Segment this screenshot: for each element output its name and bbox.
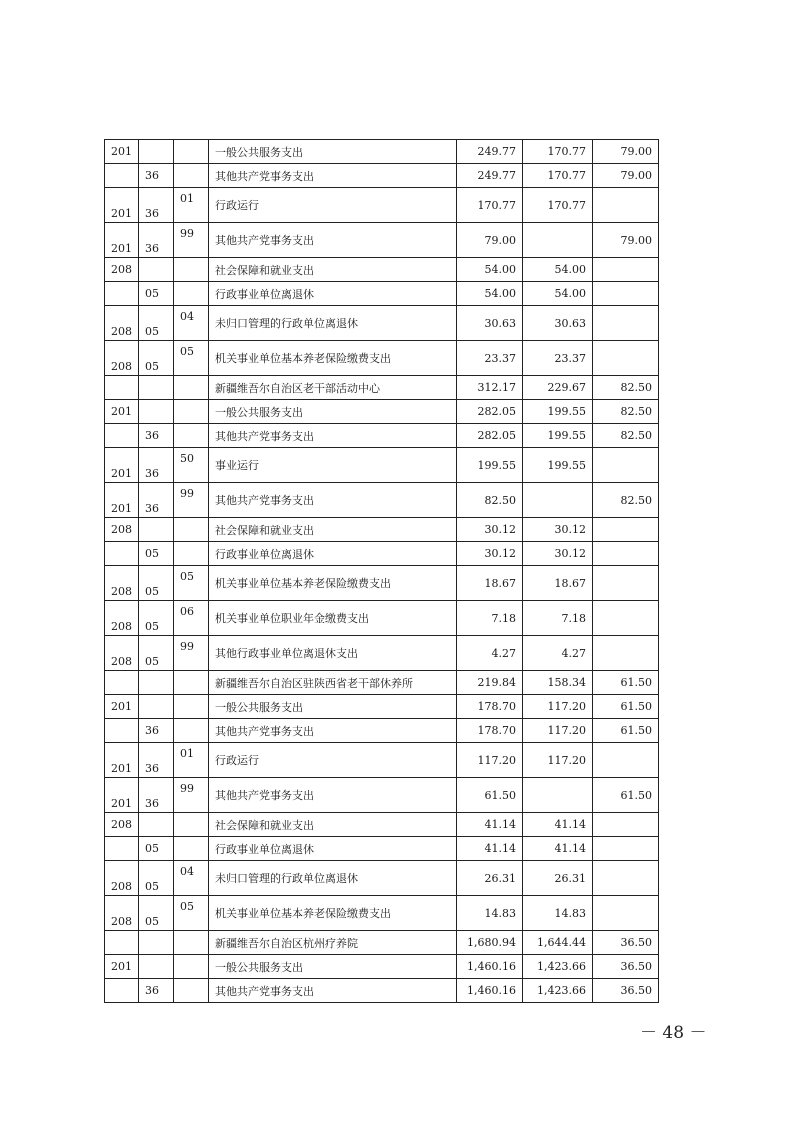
project-expenditure-cell: 82.50: [593, 424, 659, 448]
item-code-cell: 50: [174, 448, 209, 483]
section-code-cell: 05: [139, 566, 174, 601]
section-code-cell: 36: [139, 483, 174, 518]
project-expenditure-cell: [593, 813, 659, 837]
item-code-cell: [174, 955, 209, 979]
total-amount-cell: 41.14: [457, 837, 523, 861]
basic-expenditure-cell: 26.31: [523, 861, 593, 896]
basic-expenditure-cell: 30.63: [523, 306, 593, 341]
basic-expenditure-cell: 14.83: [523, 896, 593, 931]
subject-name-cell: 行政事业单位离退休: [209, 837, 457, 861]
section-code-cell: 36: [139, 719, 174, 743]
table-row: [105, 719, 659, 743]
basic-expenditure-cell: 170.77: [523, 188, 593, 223]
item-code-cell: [174, 400, 209, 424]
project-expenditure-cell: [593, 566, 659, 601]
basic-expenditure-cell: 199.55: [523, 448, 593, 483]
table-row: [105, 955, 659, 979]
table-row: [105, 341, 659, 376]
basic-expenditure-cell: [523, 223, 593, 258]
item-code-cell: [174, 542, 209, 566]
section-code-cell: [139, 671, 174, 695]
table-row: [105, 258, 659, 282]
subject-name-cell: 其他共产党事务支出: [209, 223, 457, 258]
item-code-cell: 99: [174, 223, 209, 258]
table-row: [105, 483, 659, 518]
subject-name-cell: 新疆维吾尔自治区驻陕西省老干部休养所: [209, 671, 457, 695]
item-code-cell: 05: [174, 341, 209, 376]
basic-expenditure-cell: 117.20: [523, 695, 593, 719]
section-code-cell: 36: [139, 188, 174, 223]
project-expenditure-cell: [593, 306, 659, 341]
section-code-cell: 05: [139, 837, 174, 861]
basic-expenditure-cell: 7.18: [523, 601, 593, 636]
total-amount-cell: 4.27: [457, 636, 523, 671]
table-row: [105, 188, 659, 223]
table-row: [105, 743, 659, 778]
item-code-cell: 99: [174, 636, 209, 671]
total-amount-cell: 79.00: [457, 223, 523, 258]
table-row: [105, 813, 659, 837]
item-code-cell: 04: [174, 306, 209, 341]
subject-name-cell: 一般公共服务支出: [209, 695, 457, 719]
subject-name-cell: 行政运行: [209, 743, 457, 778]
subject-name-cell: 其他共产党事务支出: [209, 719, 457, 743]
total-amount-cell: 54.00: [457, 258, 523, 282]
basic-expenditure-cell: 41.14: [523, 813, 593, 837]
section-code-cell: [139, 518, 174, 542]
subject-name-cell: 机关事业单位职业年金缴费支出: [209, 601, 457, 636]
subject-name-cell: 其他共产党事务支出: [209, 424, 457, 448]
subject-name-cell: 其他行政事业单位离退休支出: [209, 636, 457, 671]
total-amount-cell: 54.00: [457, 282, 523, 306]
class-code-cell: [105, 931, 139, 955]
total-amount-cell: 30.12: [457, 518, 523, 542]
subject-name-cell: 新疆维吾尔自治区老干部活动中心: [209, 376, 457, 400]
total-amount-cell: 219.84: [457, 671, 523, 695]
table-row: [105, 861, 659, 896]
class-code-cell: 201: [105, 695, 139, 719]
basic-expenditure-cell: 1,644.44: [523, 931, 593, 955]
class-code-cell: 201: [105, 140, 139, 164]
class-code-cell: 208: [105, 813, 139, 837]
project-expenditure-cell: [593, 837, 659, 861]
item-code-cell: [174, 164, 209, 188]
subject-name-cell: 其他共产党事务支出: [209, 778, 457, 813]
table-row: [105, 636, 659, 671]
project-expenditure-cell: 36.50: [593, 979, 659, 1003]
total-amount-cell: 1,460.16: [457, 955, 523, 979]
item-code-cell: 99: [174, 483, 209, 518]
class-code-cell: 208: [105, 601, 139, 636]
project-expenditure-cell: 36.50: [593, 955, 659, 979]
project-expenditure-cell: [593, 258, 659, 282]
section-code-cell: 05: [139, 896, 174, 931]
total-amount-cell: 170.77: [457, 188, 523, 223]
item-code-cell: 05: [174, 566, 209, 601]
item-code-cell: 01: [174, 743, 209, 778]
total-amount-cell: 82.50: [457, 483, 523, 518]
basic-expenditure-cell: 199.55: [523, 400, 593, 424]
subject-name-cell: 行政事业单位离退休: [209, 542, 457, 566]
project-expenditure-cell: [593, 282, 659, 306]
basic-expenditure-cell: 30.12: [523, 542, 593, 566]
item-code-cell: [174, 518, 209, 542]
table-row: [105, 282, 659, 306]
item-code-cell: 05: [174, 896, 209, 931]
section-code-cell: 36: [139, 424, 174, 448]
table-row: [105, 140, 659, 164]
class-code-cell: 201: [105, 400, 139, 424]
section-code-cell: [139, 376, 174, 400]
project-expenditure-cell: 82.50: [593, 376, 659, 400]
section-code-cell: 05: [139, 636, 174, 671]
table-row: [105, 424, 659, 448]
project-expenditure-cell: [593, 188, 659, 223]
total-amount-cell: 178.70: [457, 719, 523, 743]
project-expenditure-cell: 82.50: [593, 483, 659, 518]
table-row: [105, 566, 659, 601]
total-amount-cell: 199.55: [457, 448, 523, 483]
basic-expenditure-cell: 170.77: [523, 164, 593, 188]
total-amount-cell: 30.63: [457, 306, 523, 341]
basic-expenditure-cell: 23.37: [523, 341, 593, 376]
subject-name-cell: 行政事业单位离退休: [209, 282, 457, 306]
subject-name-cell: 未归口管理的行政单位离退休: [209, 861, 457, 896]
item-code-cell: [174, 671, 209, 695]
table-body: [105, 140, 659, 1003]
subject-name-cell: 事业运行: [209, 448, 457, 483]
item-code-cell: [174, 282, 209, 306]
class-code-cell: [105, 164, 139, 188]
item-code-cell: 99: [174, 778, 209, 813]
item-code-cell: 01: [174, 188, 209, 223]
table-row: [105, 778, 659, 813]
subject-name-cell: 社会保障和就业支出: [209, 258, 457, 282]
project-expenditure-cell: [593, 861, 659, 896]
class-code-cell: 201: [105, 483, 139, 518]
section-code-cell: [139, 955, 174, 979]
class-code-cell: [105, 542, 139, 566]
item-code-cell: [174, 979, 209, 1003]
project-expenditure-cell: [593, 448, 659, 483]
class-code-cell: [105, 376, 139, 400]
project-expenditure-cell: 61.50: [593, 778, 659, 813]
section-code-cell: 36: [139, 778, 174, 813]
project-expenditure-cell: 79.00: [593, 140, 659, 164]
class-code-cell: [105, 282, 139, 306]
basic-expenditure-cell: 4.27: [523, 636, 593, 671]
project-expenditure-cell: [593, 518, 659, 542]
table-row: [105, 979, 659, 1003]
class-code-cell: 201: [105, 778, 139, 813]
section-code-cell: 05: [139, 861, 174, 896]
item-code-cell: 04: [174, 861, 209, 896]
total-amount-cell: 41.14: [457, 813, 523, 837]
project-expenditure-cell: 79.00: [593, 223, 659, 258]
class-code-cell: 208: [105, 566, 139, 601]
item-code-cell: [174, 140, 209, 164]
basic-expenditure-cell: 30.12: [523, 518, 593, 542]
total-amount-cell: 249.77: [457, 140, 523, 164]
section-code-cell: [139, 695, 174, 719]
total-amount-cell: 249.77: [457, 164, 523, 188]
section-code-cell: 36: [139, 223, 174, 258]
total-amount-cell: 14.83: [457, 896, 523, 931]
project-expenditure-cell: 82.50: [593, 400, 659, 424]
item-code-cell: [174, 258, 209, 282]
section-code-cell: [139, 258, 174, 282]
subject-name-cell: 行政运行: [209, 188, 457, 223]
section-code-cell: 05: [139, 542, 174, 566]
budget-expenditure-table: [104, 139, 659, 1003]
section-code-cell: [139, 400, 174, 424]
subject-name-cell: 其他共产党事务支出: [209, 979, 457, 1003]
item-code-cell: [174, 719, 209, 743]
subject-name-cell: 一般公共服务支出: [209, 140, 457, 164]
project-expenditure-cell: 79.00: [593, 164, 659, 188]
class-code-cell: 208: [105, 306, 139, 341]
item-code-cell: [174, 376, 209, 400]
page-number: － 48 －: [640, 1023, 707, 1043]
basic-expenditure-cell: 54.00: [523, 282, 593, 306]
table-row: [105, 400, 659, 424]
project-expenditure-cell: [593, 601, 659, 636]
project-expenditure-cell: [593, 636, 659, 671]
total-amount-cell: 312.17: [457, 376, 523, 400]
project-expenditure-cell: 61.50: [593, 719, 659, 743]
subject-name-cell: 其他共产党事务支出: [209, 483, 457, 518]
class-code-cell: 208: [105, 518, 139, 542]
section-code-cell: 36: [139, 448, 174, 483]
table-row: [105, 448, 659, 483]
class-code-cell: 201: [105, 448, 139, 483]
item-code-cell: [174, 813, 209, 837]
basic-expenditure-cell: 158.34: [523, 671, 593, 695]
total-amount-cell: 61.50: [457, 778, 523, 813]
total-amount-cell: 117.20: [457, 743, 523, 778]
class-code-cell: [105, 671, 139, 695]
section-code-cell: 36: [139, 743, 174, 778]
class-code-cell: 208: [105, 896, 139, 931]
basic-expenditure-cell: 170.77: [523, 140, 593, 164]
project-expenditure-cell: 61.50: [593, 671, 659, 695]
section-code-cell: 05: [139, 306, 174, 341]
basic-expenditure-cell: [523, 483, 593, 518]
class-code-cell: [105, 424, 139, 448]
subject-name-cell: 社会保障和就业支出: [209, 518, 457, 542]
class-code-cell: [105, 837, 139, 861]
table-row: [105, 376, 659, 400]
section-code-cell: [139, 931, 174, 955]
table-row: [105, 306, 659, 341]
total-amount-cell: 23.37: [457, 341, 523, 376]
total-amount-cell: 178.70: [457, 695, 523, 719]
project-expenditure-cell: [593, 542, 659, 566]
total-amount-cell: 26.31: [457, 861, 523, 896]
class-code-cell: 201: [105, 188, 139, 223]
section-code-cell: 05: [139, 282, 174, 306]
subject-name-cell: 社会保障和就业支出: [209, 813, 457, 837]
class-code-cell: 208: [105, 341, 139, 376]
subject-name-cell: 一般公共服务支出: [209, 400, 457, 424]
class-code-cell: 201: [105, 955, 139, 979]
total-amount-cell: 282.05: [457, 424, 523, 448]
table-row: [105, 671, 659, 695]
basic-expenditure-cell: 18.67: [523, 566, 593, 601]
table-row: [105, 896, 659, 931]
subject-name-cell: 机关事业单位基本养老保险缴费支出: [209, 566, 457, 601]
basic-expenditure-cell: 229.67: [523, 376, 593, 400]
basic-expenditure-cell: 199.55: [523, 424, 593, 448]
basic-expenditure-cell: 117.20: [523, 719, 593, 743]
project-expenditure-cell: [593, 341, 659, 376]
table-row: [105, 164, 659, 188]
basic-expenditure-cell: 54.00: [523, 258, 593, 282]
basic-expenditure-cell: 1,423.66: [523, 955, 593, 979]
total-amount-cell: 18.67: [457, 566, 523, 601]
section-code-cell: 05: [139, 601, 174, 636]
section-code-cell: 36: [139, 164, 174, 188]
project-expenditure-cell: 36.50: [593, 931, 659, 955]
subject-name-cell: 未归口管理的行政单位离退休: [209, 306, 457, 341]
subject-name-cell: 机关事业单位基本养老保险缴费支出: [209, 341, 457, 376]
basic-expenditure-cell: 41.14: [523, 837, 593, 861]
class-code-cell: 208: [105, 861, 139, 896]
class-code-cell: 201: [105, 743, 139, 778]
item-code-cell: [174, 424, 209, 448]
section-code-cell: [139, 140, 174, 164]
table-row: [105, 695, 659, 719]
table-row: [105, 542, 659, 566]
basic-expenditure-cell: 117.20: [523, 743, 593, 778]
total-amount-cell: 1,460.16: [457, 979, 523, 1003]
total-amount-cell: 1,680.94: [457, 931, 523, 955]
basic-expenditure-cell: 1,423.66: [523, 979, 593, 1003]
table-row: [105, 601, 659, 636]
section-code-cell: 36: [139, 979, 174, 1003]
item-code-cell: [174, 837, 209, 861]
class-code-cell: [105, 979, 139, 1003]
project-expenditure-cell: [593, 743, 659, 778]
table-row: [105, 931, 659, 955]
subject-name-cell: 机关事业单位基本养老保险缴费支出: [209, 896, 457, 931]
item-code-cell: [174, 931, 209, 955]
subject-name-cell: 其他共产党事务支出: [209, 164, 457, 188]
table-row: [105, 837, 659, 861]
project-expenditure-cell: 61.50: [593, 695, 659, 719]
table-row: [105, 223, 659, 258]
project-expenditure-cell: [593, 896, 659, 931]
total-amount-cell: 282.05: [457, 400, 523, 424]
basic-expenditure-cell: [523, 778, 593, 813]
total-amount-cell: 7.18: [457, 601, 523, 636]
section-code-cell: [139, 813, 174, 837]
class-code-cell: 201: [105, 223, 139, 258]
subject-name-cell: 一般公共服务支出: [209, 955, 457, 979]
class-code-cell: 208: [105, 258, 139, 282]
total-amount-cell: 30.12: [457, 542, 523, 566]
class-code-cell: [105, 719, 139, 743]
section-code-cell: 05: [139, 341, 174, 376]
item-code-cell: 06: [174, 601, 209, 636]
subject-name-cell: 新疆维吾尔自治区杭州疗养院: [209, 931, 457, 955]
item-code-cell: [174, 695, 209, 719]
table-row: [105, 518, 659, 542]
class-code-cell: 208: [105, 636, 139, 671]
